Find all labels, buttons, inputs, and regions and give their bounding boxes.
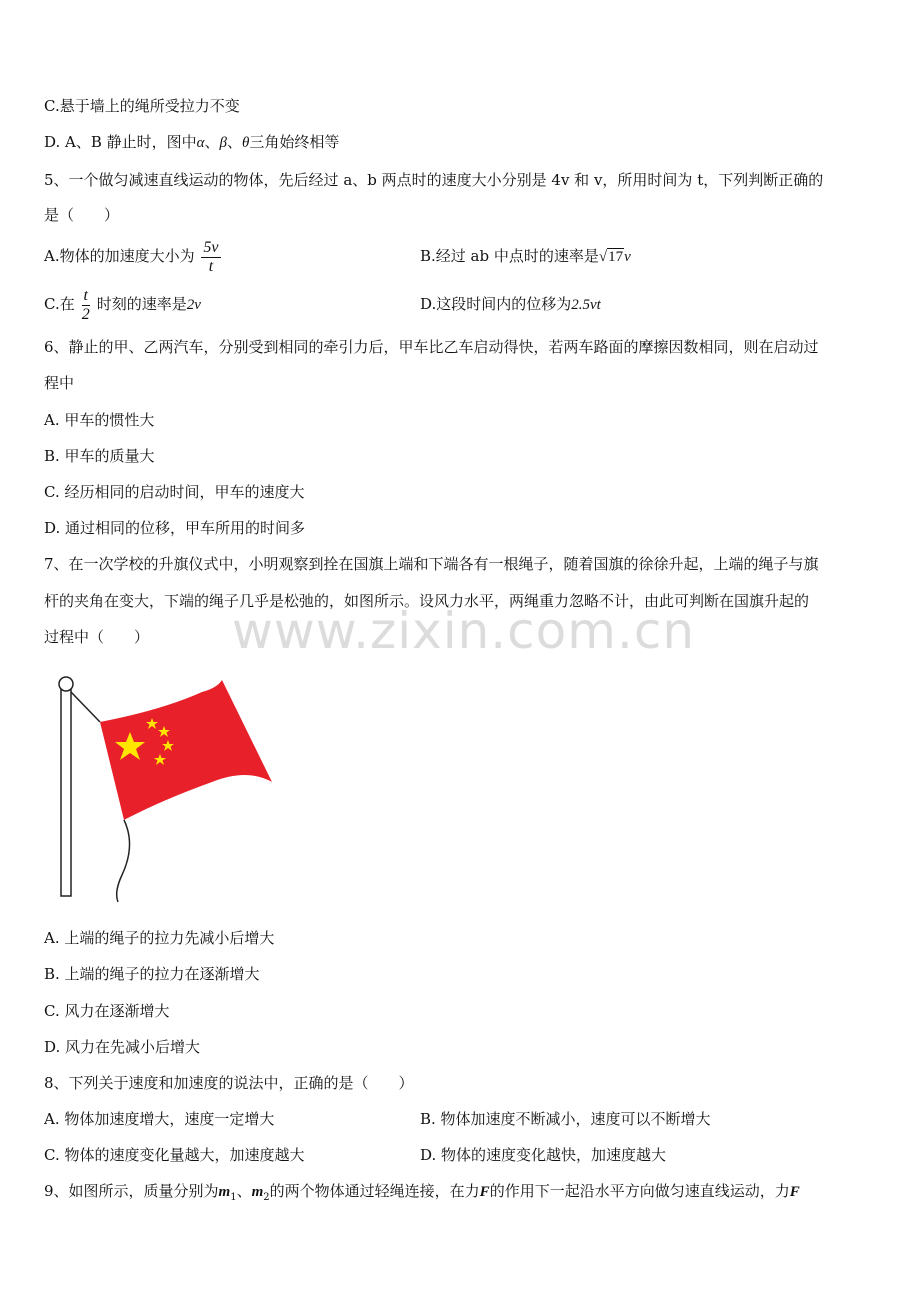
q6-option-c: C. 经历相同的启动时间，甲车的速度大 (44, 483, 305, 501)
q6-option-b: B. 甲车的质量大 (44, 447, 155, 465)
flag-figure (52, 670, 292, 910)
fraction-numerator: 5v (203, 238, 219, 256)
q5-option-a-fraction (201, 239, 220, 276)
q5-option-b-var: v (624, 249, 631, 265)
theta-symbol: θ (242, 135, 250, 151)
q5-option-d (420, 294, 601, 315)
q4-option-d (44, 132, 339, 153)
q4-option-d-suffix: 三角始终相等 (249, 133, 340, 151)
beta-symbol: β (219, 135, 228, 151)
q4-option-d-prefix: D. A、B 静止时，图中 (44, 133, 197, 151)
fraction-denominator: t (208, 257, 214, 275)
q9-stem-prefix: 9、如图所示，质量分别为 (44, 1182, 219, 1200)
fraction-numerator: t (83, 286, 88, 304)
sqrt-radicand: 17 (608, 249, 624, 265)
alpha-symbol: α (196, 135, 205, 151)
flagpole (61, 686, 71, 896)
lower-rope (117, 820, 130, 902)
q9-m2-subscript: 2 (263, 1192, 270, 1203)
upper-rope (71, 692, 100, 722)
q6-option-d: D. 通过相同的位移，甲车所用的时间多 (44, 519, 306, 537)
q6-option-a: A. 甲车的惯性大 (44, 411, 155, 429)
q9-force-f: F (479, 1184, 490, 1200)
watermark: www.zixin.com.cn (232, 602, 696, 660)
q5-option-c-fraction (82, 287, 90, 324)
q7-stem-line2: 杆的夹角在变大，下端的绳子几乎是松弛的，如图所示。设风力水平，两绳重力忽略不计，由此可判断在国旗升起的 (44, 592, 810, 610)
q6-stem-line1: 6、静止的甲、乙两汽车，分别受到相同的牵引力后，甲车比乙车启动得快，若两车路面的摩擦因数相同，则在启动过 (44, 338, 819, 356)
q9-m1: m (218, 1184, 231, 1200)
q4-sep2: 、 (227, 133, 243, 151)
q7-option-b: B. 上端的绳子的拉力在逐渐增大 (44, 965, 260, 983)
q9-m1-subscript: 1 (230, 1192, 237, 1203)
q5-option-c-prefix: C.在 (44, 295, 75, 313)
q8-stem: 8、下列关于速度和加速度的说法中，正确的是（ ） (44, 1074, 414, 1092)
q8-option-b: B. 物体加速度不断减小，速度可以不断增大 (420, 1110, 711, 1128)
q5-stem-line2: 是（ ） (44, 206, 120, 224)
q4-sep1: 、 (204, 133, 220, 151)
q5-option-c-value: 2v (186, 297, 201, 313)
q7-stem-line1: 7、在一次学校的升旗仪式中，小明观察到拴在国旗上端和下端各有一根绳子，随着国旗的徐徐升起，上端的绳子与旗 (44, 555, 819, 573)
q5-option-c (44, 284, 201, 325)
q7-option-a: A. 上端的绳子的拉力先减小后增大 (44, 929, 275, 947)
q5-option-b-text: B.经过 ab 中点时的速率是 (420, 247, 599, 265)
q9-stem-line1 (44, 1181, 800, 1208)
q7-option-c: C. 风力在逐渐增大 (44, 1002, 170, 1020)
q5-option-c-suffix: 时刻的速率是 (96, 295, 187, 313)
q5-option-d-text: D.这段时间内的位移为 (420, 295, 572, 313)
q6-stem-line2: 程中 (44, 374, 75, 392)
flagpole-ball (59, 677, 73, 691)
q9-force-f-2: F (789, 1184, 800, 1200)
q9-stem-mid: 的两个物体通过轻绳连接，在力 (269, 1182, 480, 1200)
q5-stem-line1: 5、一个做匀减速直线运动的物体，先后经过 a、b 两点时的速度大小分别是 4v 和 v，所用时间为 t，下列判断正确的 (44, 171, 824, 189)
q5-option-b (420, 246, 631, 267)
q7-option-d: D. 风力在先减小后增大 (44, 1038, 201, 1056)
q9-sep: 、 (236, 1182, 252, 1200)
q5-option-a-text: A.物体的加速度大小为 (44, 247, 195, 265)
q9-stem-mid2: 的作用下一起沿水平方向做匀速直线运动，力 (489, 1182, 790, 1200)
q8-option-a: A. 物体加速度增大，速度一定增大 (44, 1110, 275, 1128)
q7-stem-line3: 过程中（ ） (44, 628, 150, 646)
sqrt-expression: √17 (598, 249, 624, 265)
fraction-denominator: 2 (81, 305, 90, 323)
q5-option-d-value: 2.5vt (571, 297, 601, 313)
q8-option-d: D. 物体的速度变化越快，加速度越大 (420, 1146, 667, 1164)
q9-m2: m (251, 1184, 264, 1200)
q5-option-a (44, 236, 223, 276)
q8-option-c: C. 物体的速度变化量越大，加速度越大 (44, 1146, 305, 1164)
q4-option-c: C.悬于墙上的绳所受拉力不变 (44, 97, 240, 115)
